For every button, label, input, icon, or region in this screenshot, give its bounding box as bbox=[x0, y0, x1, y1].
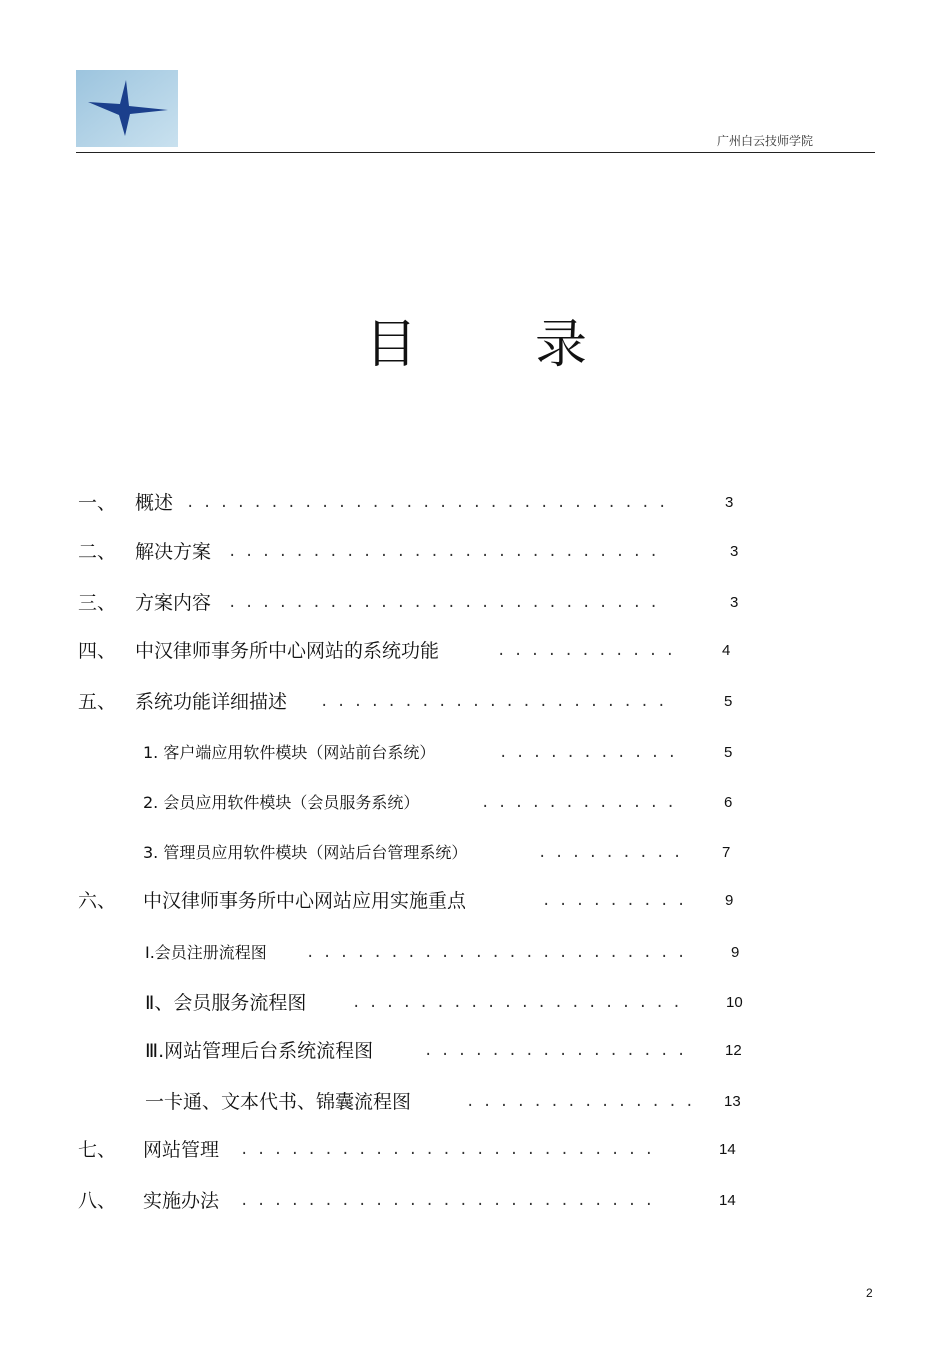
entry-page: 3 bbox=[725, 494, 734, 511]
leader-dots: . . . . . . . . . . . . . . . . . . . . bbox=[352, 995, 681, 1011]
entry-label: Ⅰ.会员注册流程图 bbox=[145, 943, 267, 962]
toc-entry[interactable] bbox=[0, 488, 950, 518]
entry-number: 五、 bbox=[78, 691, 117, 713]
entry-number: 四、 bbox=[78, 640, 117, 662]
entry-page: 5 bbox=[724, 693, 733, 710]
entry-label: 中汉律师事务所中心网站应用实施重点 bbox=[143, 890, 467, 912]
toc-subentry[interactable] bbox=[0, 988, 950, 1018]
entry-number: 三、 bbox=[78, 592, 117, 614]
entry-page: 9 bbox=[731, 944, 740, 961]
leader-dots: . . . . . . . . . . . . . . . . . . . . . . . bbox=[306, 945, 686, 961]
toc-entry[interactable] bbox=[0, 687, 950, 717]
toc-entry[interactable] bbox=[0, 636, 950, 666]
leader-dots: . . . . . . . . . . . . . . . . . . . . . . . . . . bbox=[228, 544, 658, 560]
entry-label: 解决方案 bbox=[135, 541, 212, 563]
entry-page: 6 bbox=[724, 794, 733, 811]
entry-label: 3. 管理员应用软件模块（网站后台管理系统） bbox=[143, 843, 468, 862]
leader-dots: . . . . . . . . . bbox=[542, 893, 686, 909]
star-logo-icon bbox=[76, 70, 178, 147]
leader-dots: . . . . . . . . . . . . . . . . . . . . . . . . . . . . . bbox=[186, 495, 667, 511]
entry-page: 5 bbox=[724, 744, 733, 761]
toc-entry[interactable] bbox=[0, 1186, 950, 1216]
entry-number: 二、 bbox=[78, 541, 117, 563]
leader-dots: . . . . . . . . . . . . bbox=[481, 795, 675, 811]
entry-label: 2. 会员应用软件模块（会员服务系统） bbox=[143, 793, 420, 812]
toc-title-char-1: 目 bbox=[365, 315, 418, 375]
entry-page: 14 bbox=[719, 1192, 736, 1209]
toc-subentry[interactable] bbox=[0, 738, 950, 768]
toc-entry[interactable] bbox=[0, 886, 950, 916]
entry-page: 14 bbox=[719, 1141, 736, 1158]
entry-page: 13 bbox=[724, 1093, 741, 1110]
entry-number: 六、 bbox=[78, 890, 117, 912]
entry-label: Ⅲ.网站管理后台系统流程图 bbox=[145, 1040, 374, 1062]
entry-page: 10 bbox=[726, 994, 743, 1011]
entry-label: Ⅱ、会员服务流程图 bbox=[145, 992, 307, 1014]
leader-dots: . . . . . . . . . . . bbox=[497, 643, 675, 659]
leader-dots: . . . . . . . . . . . . . . . . . . . . . . . . . bbox=[240, 1142, 654, 1158]
entry-label: 中汉律师事务所中心网站的系统功能 bbox=[135, 640, 440, 662]
toc-subentry[interactable] bbox=[0, 938, 950, 968]
leader-dots: . . . . . . . . . . . . . . . . . . . . . . . . . bbox=[240, 1193, 654, 1209]
entry-label: 实施办法 bbox=[143, 1190, 220, 1212]
leader-dots: . . . . . . . . . bbox=[538, 845, 682, 861]
leader-dots: . . . . . . . . . . . . . . . . bbox=[424, 1043, 686, 1059]
school-logo bbox=[76, 70, 178, 147]
entry-label: 1. 客户端应用软件模块（网站前台系统） bbox=[143, 743, 436, 762]
entry-number: 一、 bbox=[78, 492, 117, 514]
toc-entry[interactable] bbox=[0, 588, 950, 618]
toc-subentry[interactable] bbox=[0, 1036, 950, 1066]
leader-dots: . . . . . . . . . . . . . . . . . . . . . bbox=[320, 694, 666, 710]
leader-dots: . . . . . . . . . . . . . . bbox=[466, 1094, 694, 1110]
toc-entry[interactable] bbox=[0, 1135, 950, 1165]
leader-dots: . . . . . . . . . . . . . . . . . . . . . . . . . . bbox=[228, 595, 658, 611]
entry-label: 一卡通、文本代书、锦囊流程图 bbox=[145, 1091, 412, 1113]
entry-label: 系统功能详细描述 bbox=[135, 691, 288, 713]
entry-page: 3 bbox=[730, 543, 739, 560]
entry-page: 9 bbox=[725, 892, 734, 909]
page-number: 2 bbox=[866, 1286, 873, 1300]
entry-label: 方案内容 bbox=[135, 592, 212, 614]
entry-label: 网站管理 bbox=[143, 1139, 220, 1161]
header-divider bbox=[76, 152, 875, 153]
toc-title-char-2: 录 bbox=[535, 315, 588, 375]
toc-entry[interactable] bbox=[0, 537, 950, 567]
entry-page: 7 bbox=[722, 844, 731, 861]
toc-subentry[interactable] bbox=[0, 1087, 950, 1117]
toc-subentry[interactable] bbox=[0, 788, 950, 818]
entry-number: 七、 bbox=[78, 1139, 117, 1161]
entry-label: 概述 bbox=[135, 492, 174, 514]
entry-number: 八、 bbox=[78, 1190, 117, 1212]
leader-dots: . . . . . . . . . . . bbox=[499, 745, 677, 761]
entry-page: 4 bbox=[722, 642, 731, 659]
entry-page: 12 bbox=[725, 1042, 742, 1059]
school-name: 广州白云技师学院 bbox=[717, 134, 814, 148]
entry-page: 3 bbox=[730, 594, 739, 611]
toc-subentry[interactable] bbox=[0, 838, 950, 868]
